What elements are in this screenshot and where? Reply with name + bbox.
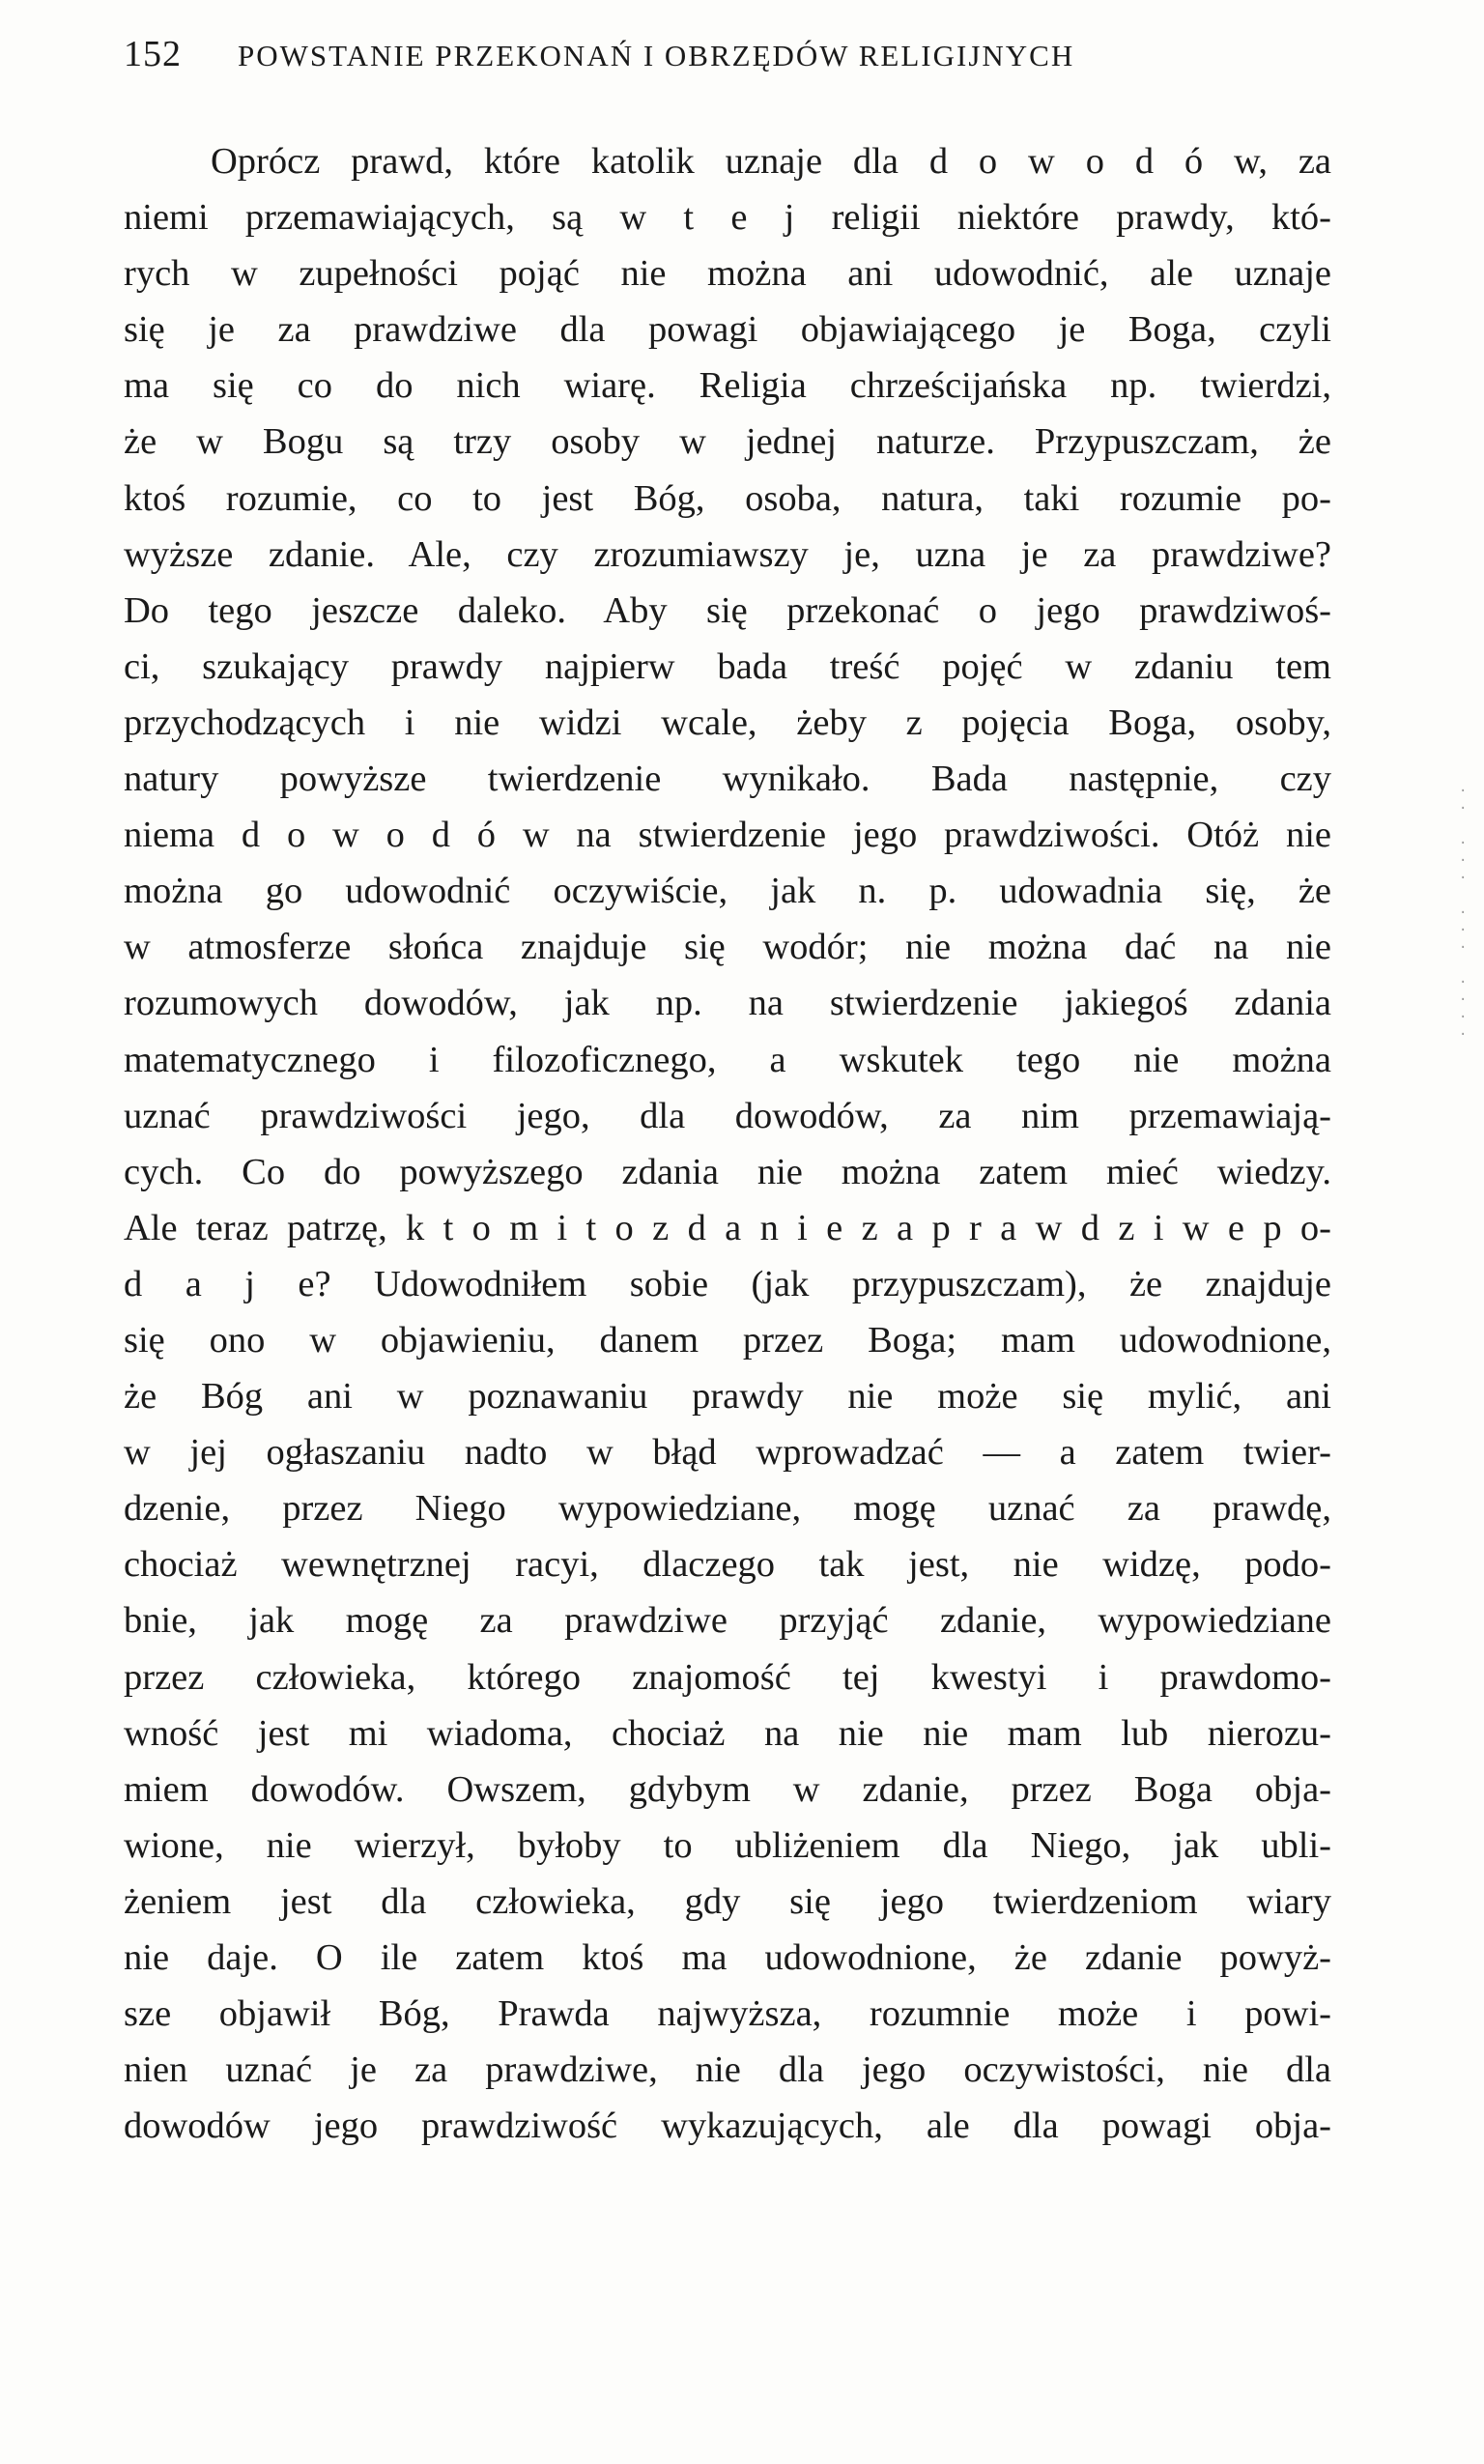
scan-margin-specks: · · · · · · · · · · · ·	[1459, 784, 1468, 1043]
text-line: przez człowieka, którego znajomość tej kwestyi i prawdomo-	[124, 1656, 1331, 1698]
text-line: niema d o w o d ó w na stwierdzenie jego prawdziwości. Otóż nie	[124, 815, 1331, 856]
text-line: wność jest mi wiadoma, chociaż na nie nie mam lub nierozu-	[124, 1712, 1331, 1754]
text-line: bnie, jak mogę za prawdziwe przyjąć zdanie, wypowiedziane	[124, 1600, 1331, 1642]
text-line: sze objawił Bóg, Prawda najwyższa, rozumnie może i powi-	[124, 1993, 1331, 2035]
text-line: w jej ogłaszaniu nadto w błąd wprowadzać — a zatem twier-	[124, 1432, 1331, 1474]
text-line: nie daje. O ile zatem ktoś ma udowodnione, że zdanie powyż-	[124, 1937, 1331, 1978]
text-line: Do tego jeszcze daleko. Aby się przekonać o jego prawdziwoś-	[124, 589, 1331, 631]
text-line: się ono w objawieniu, danem przez Boga; mam udowodnione,	[124, 1319, 1331, 1361]
running-title: POWSTANIE PRZEKONAŃ I OBRZĘDÓW RELIGIJNYCH	[238, 39, 1075, 72]
text-line: dowodów jego prawdziwość wykazujących, ale dla powagi obja-	[124, 2106, 1331, 2147]
text-line: niemi przemawiających, są w t e j religii niektóre prawdy, któ-	[124, 197, 1331, 239]
text-line: ci, szukający prawdy najpierw bada treść pojęć w zdaniu tem	[124, 645, 1331, 687]
page-header	[124, 33, 1333, 91]
text-line: natury powyższe twierdzenie wynikało. Bada następnie, czy	[124, 759, 1331, 800]
text-line: ktoś rozumie, co to jest Bóg, osoba, natura, taki rozumie po-	[124, 477, 1331, 519]
text-line: się je za prawdziwe dla powagi objawiającego je Boga, czyli	[124, 309, 1331, 351]
text-line: nien uznać je za prawdziwe, nie dla jego oczywistości, nie dla	[124, 2049, 1331, 2091]
text-line: matematycznego i filozoficznego, a wskutek tego nie można	[124, 1039, 1331, 1080]
text-line: że w Bogu są trzy osoby w jednej naturze. Przypuszczam, że	[124, 421, 1331, 463]
text-line: chociaż wewnętrznej racyi, dlaczego tak jest, nie widzę, podo-	[124, 1544, 1331, 1586]
text-line: Ale teraz patrzę, k t o m i t o z d a n i e z a p r a w d z i w e p o-	[124, 1207, 1331, 1248]
text-line: cych. Co do powyższego zdania nie można zatem mieć wiedzy.	[124, 1151, 1331, 1192]
text-line: miem dowodów. Owszem, gdybym w zdanie, przez Boga obja-	[124, 1768, 1331, 1810]
page-number: 152	[124, 34, 182, 74]
text-line: uznać prawdziwości jego, dla dowodów, za nim przemawiają-	[124, 1095, 1331, 1136]
text-line: rych w zupełności pojąć nie można ani udowodnić, ale uznaje	[124, 253, 1331, 295]
text-line: dzenie, przez Niego wypowiedziane, mogę uznać za prawdę,	[124, 1488, 1331, 1530]
text-line: można go udowodnić oczywiście, jak n. p. udowadnia się, że	[124, 871, 1331, 912]
text-line: d a j e? Udowodniłem sobie (jak przypuszczam), że znajduje	[124, 1263, 1331, 1304]
text-line: Oprócz prawd, które katolik uznaje dla d o w o d ó w, za	[211, 141, 1331, 182]
text-line: że Bóg ani w poznawaniu prawdy nie może się mylić, ani	[124, 1376, 1331, 1418]
text-line: w atmosferze słońca znajduje się wodór; nie można dać na nie	[124, 927, 1331, 968]
text-line: wione, nie wierzył, byłoby to ubliżeniem dla Niego, jak ubli-	[124, 1824, 1331, 1866]
text-line: rozumowych dowodów, jak np. na stwierdzenie jakiegoś zdania	[124, 983, 1331, 1024]
body-paragraph	[124, 133, 1331, 2154]
text-line: wyższe zdanie. Ale, czy zrozumiawszy je, uzna je za prawdziwe?	[124, 533, 1331, 575]
text-line: ma się co do nich wiarę. Religia chrześcijańska np. twierdzi,	[124, 365, 1331, 407]
text-line: przychodzących i nie widzi wcale, żeby z pojęcia Boga, osoby,	[124, 702, 1331, 743]
text-line: żeniem jest dla człowieka, gdy się jego twierdzeniom wiary	[124, 1880, 1331, 1922]
